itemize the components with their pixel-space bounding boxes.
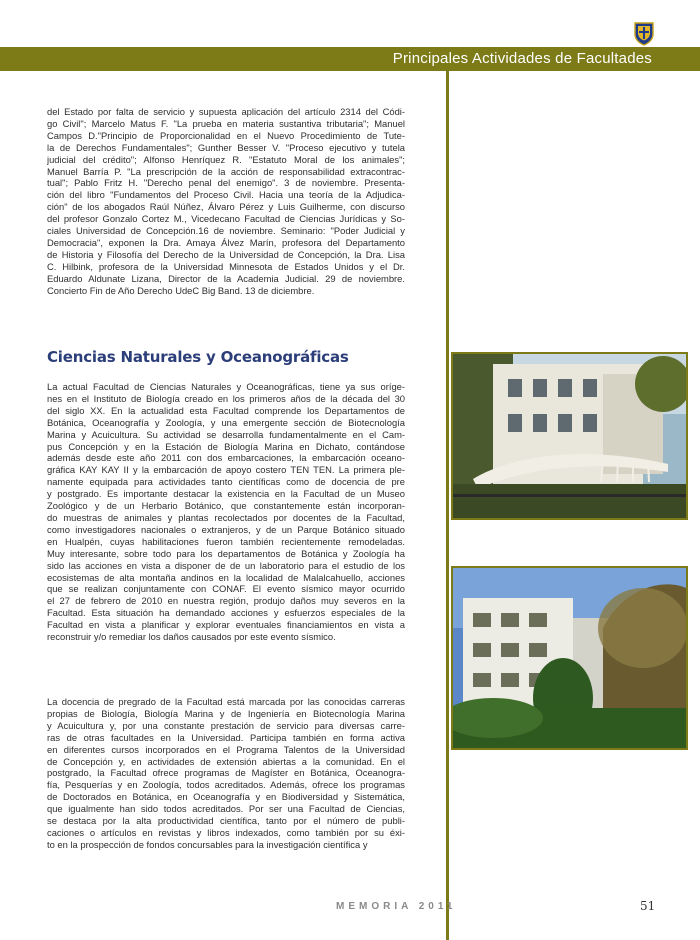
text-line: gráfica KAY KAY II y la embarcación de apoyo costero TEN TEN. La primera ple-: [47, 464, 405, 476]
text-line: y Acuicultura y, por una constante prestación de servicio para diversas carre-: [47, 719, 405, 731]
photo-museum-whale-skeleton: [451, 352, 688, 520]
text-line: como investigadores nacionales o extranjeros, y de un Parque Botánico situado: [47, 523, 405, 535]
text-line: Botánica, Oceanografía y Zoología, y una emergente sección de Biotecnología: [47, 416, 405, 428]
text-line: además desde este año 2011 con dos embarcaciones, la embarcación oceano-: [47, 452, 405, 464]
text-line: ras de otras facultades en la Universidad. Participa también en forma activa: [47, 731, 405, 743]
text-line: reconstruir y/o remediar los daños causados por este evento sísmico.: [47, 631, 336, 643]
text-line: en Hualpén, cuyas habilitaciones fueron también recientemente remodeladas.: [47, 535, 405, 547]
text-line: Zoológico y de un Herbario Botánico, que constantemente están incorporan-: [47, 500, 405, 512]
text-line: namente equipada para actividades tanto científicas como de docencia de pre: [47, 476, 405, 488]
paragraph-teaching: [47, 696, 405, 851]
text-line: la de Derechos Fundamentales"; Gunther Besser V. "Proceso ejecutivo y tutela: [47, 141, 405, 153]
text-line: Facultad en vista a planificar y explorar eventuales financiamientos en vista a: [47, 619, 405, 631]
text-line: de Doctorados en Botánica, en Oceanografía y en Biodiversidad y Sistemática,: [47, 791, 405, 803]
header-title: Principales Actividades de Facultades: [392, 50, 652, 67]
text-line: y postgrado. Es importante destacar la existencia en la Facultad de un Museo: [47, 488, 405, 500]
text-line: tual"; Pablo Fritz H. "Derecho penal del enemigo". 3 de noviembre. Presenta-: [47, 177, 405, 189]
text-line: Manuel Barría P. "La prescripción de la acción de responsabilidad extracontrac-: [47, 165, 405, 177]
text-line: caciones o artículos en revistas y libros indexados, como también por su éxi-: [47, 826, 405, 838]
university-shield-icon: [634, 22, 654, 46]
footer-label: MEMORIA 2011: [336, 901, 457, 912]
text-line: del Estado por falta de servicio y supuesta aplicación del artículo 2314 del Códi-: [47, 106, 405, 117]
text-line: La docencia de pregrado de la Facultad está marcada por las conocidas carreras: [47, 696, 405, 707]
text-line: sido las acciones en vista a disponer de de un laboratorio para el estudio de los: [47, 559, 405, 571]
text-line: Democracia", exponen la Dra. Amaya Álvez Marín, profesora del Departamento: [47, 236, 405, 248]
section-title: Ciencias Naturales y Oceanográficas: [47, 348, 349, 366]
text-line: pus Concepción y en la Estación de Biología Marina en Dichato, contándose: [47, 440, 405, 452]
text-line: del siglo XX. En la actualidad esta Facultad comprende los Departamentos de: [47, 404, 405, 416]
column-divider: [446, 71, 449, 940]
paragraph-faculty-overview: [47, 381, 405, 643]
text-line: fía, Pesquerías y en Zoología, todos acreditados. Además, ofrece los programas: [47, 779, 405, 791]
paragraph-law-activities: [47, 106, 405, 297]
text-line: Muy interesante, sobre todo para los departamentos de Botánica y Zoología ha: [47, 547, 405, 559]
text-line: Facultad. Esta situación ha demandado acciones y esfuerzos especiales de la: [47, 607, 405, 619]
text-line: nes en el Instituto de Biología creado en los primeros años de la década del 30: [47, 392, 405, 404]
photo-faculty-building: [451, 566, 688, 750]
text-line: de Historia y Filosofía del Derecho de la Universidad de Concepción, la Dra. Lisa: [47, 248, 405, 260]
text-line: el 27 de febrero de 2010 en nuestra región, produjo daños muy severos en la: [47, 595, 405, 607]
text-line: Eduardo Aldunate Lizana, Director de la Academia Judicial. 29 de noviembre.: [47, 272, 405, 284]
text-line: propias de Biología, Biología Marina y de Ingeniería en Biotecnología Marina: [47, 707, 405, 719]
text-line: del profesor Gonzalo Cortez M., Vicedecano Facultad de Ciencias Jurídicas y So-: [47, 213, 405, 225]
text-line: que se realizan conjuntamente con CONAF. El evento sísmico mayor ocurrido: [47, 583, 405, 595]
text-line: en diferentes cursos incorporados en el Programa Talentos de la Universidad: [47, 743, 405, 755]
header-bar: [0, 47, 700, 71]
text-line: La actual Facultad de Ciencias Naturales y Oceanográficas, tiene ya sus oríge-: [47, 381, 405, 392]
text-line: judicial del crédito"; Alfonso Henríquez R. "Estatuto Moral de los animales";: [47, 153, 405, 165]
text-line: ciales Universidad de Concepción.16 de noviembre. Seminario: "Poder Judicial y: [47, 225, 405, 237]
text-line: ecosistemas de alta montaña andinos en la localidad de Malalcahuello, acciones: [47, 571, 405, 583]
text-line: C. Hilbink, profesora de la Universidad Minnesota de Estados Unidos y el Dr.: [47, 260, 405, 272]
text-line: do muestras de animales y plantas recolectados por docentes de la Facultad,: [47, 511, 405, 523]
page-number: 51: [640, 899, 656, 913]
text-line: ción del libro "Fundamentos del Proceso Civil. Hacia una teoría de la Adjudica-: [47, 189, 405, 201]
text-line: postgrado, la Facultad ofrece programas de Magíster en Botánica, Oceanogra-: [47, 767, 405, 779]
text-line: Campos D."Principio de Proporcionalidad en el Nuevo Procedimiento de Tute-: [47, 129, 405, 141]
text-line: que igualmente han sido todos acreditados. Por ser una Facultad de Ciencias,: [47, 803, 405, 815]
text-line: go Civil"; Marcelo Matus F. "La prueba en materia sustantiva tributaria"; Manuel: [47, 117, 405, 129]
text-line: Marina y Acuicultura. Su actividad se desarrolla fundamentalmente en el Cam-: [47, 428, 405, 440]
text-line: se destaca por la alta productividad científica, tanto por el número de publi-: [47, 815, 405, 827]
text-line: to en la prospección de fondos concursables para la investigación científica y: [47, 838, 368, 850]
text-line: de Concepción y, en actividades de extensión abiertas a la comunidad. En el: [47, 755, 405, 767]
text-line: ción" de los abogados Raúl Núñez, Álvaro Pérez y Luis Guilherme, con discurso: [47, 201, 405, 213]
text-line: Concierto Fin de Año Derecho UdeC Big Band. 13 de diciembre.: [47, 284, 315, 296]
